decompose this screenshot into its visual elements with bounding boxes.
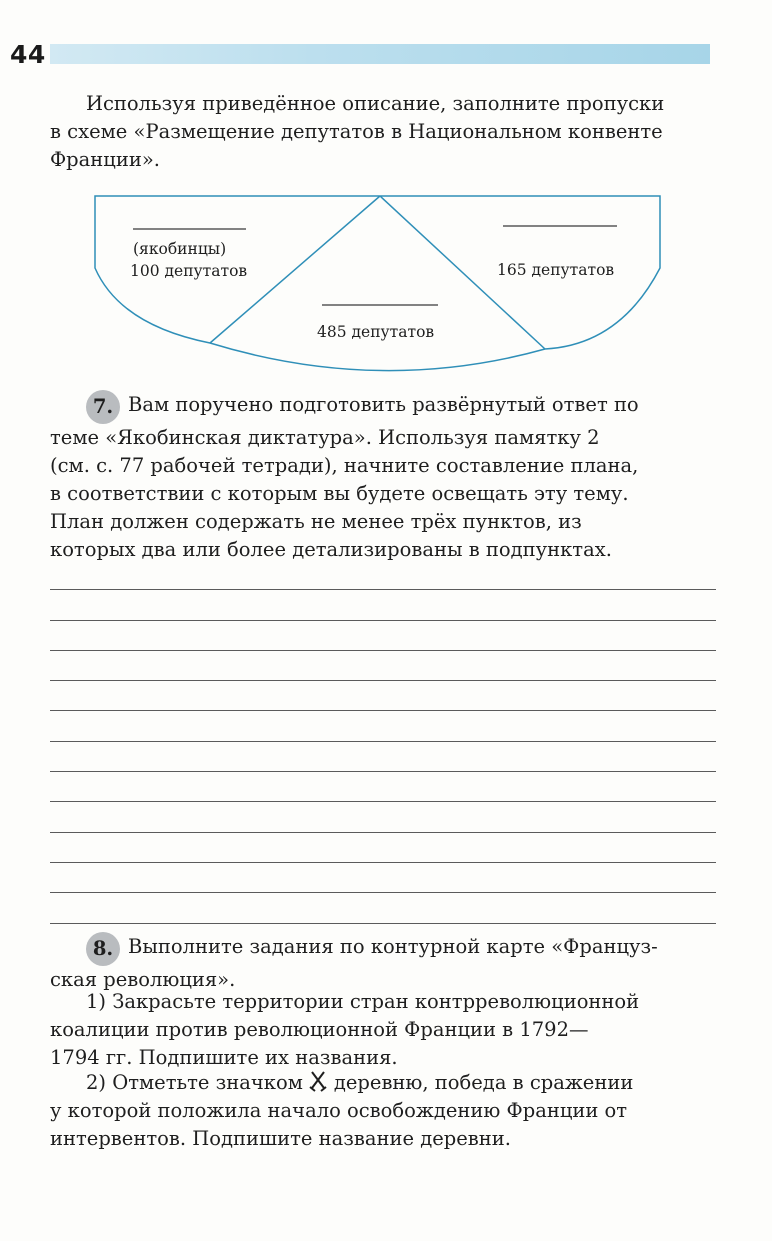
text-line: (см. с. 77 рабочей тетради), начните составление плана, [50, 454, 639, 477]
text-line: в схеме «Размещение депутатов в Национальном конвенте [50, 120, 663, 143]
page-number: 44 [10, 40, 46, 69]
text-line: Франции». [50, 148, 160, 171]
task-8-item-2 [50, 1069, 714, 1153]
text-line: коалиции против революционной Франции в 1792— [50, 1018, 589, 1041]
answer-line[interactable] [50, 893, 716, 923]
text-line: Выполните задания по контурной карте «Француз- [128, 935, 658, 958]
task-number-badge: 8. [86, 932, 120, 966]
crossed-swords-icon [309, 1071, 334, 1094]
right-group-count: 165 депутатов [497, 261, 615, 279]
answer-line[interactable] [50, 772, 716, 802]
text-line: теме «Якобинская диктатура». Используя памятку 2 [50, 426, 600, 449]
task-8 [50, 932, 714, 994]
answer-line[interactable] [50, 621, 716, 651]
answer-line[interactable] [50, 742, 716, 772]
task-7 [50, 390, 714, 564]
answer-area[interactable] [50, 560, 716, 924]
text-line: деревню, победа в сражении [333, 1071, 634, 1094]
left-group-count: 100 депутатов [130, 262, 248, 280]
diagram-outline [95, 196, 660, 371]
text-line: Используя приведённое описание, заполните пропуски [86, 92, 665, 115]
answer-line[interactable] [50, 590, 716, 620]
answer-line[interactable] [50, 802, 716, 832]
text-line: План должен содержать не менее трёх пунктов, из [50, 510, 582, 533]
text-line: в соответствии с которым вы будете освещать эту тему. [50, 482, 629, 505]
answer-line[interactable] [50, 651, 716, 681]
center-group-count: 485 депутатов [317, 323, 435, 341]
task-8-item-1 [50, 988, 714, 1072]
text-line: Вам поручено подготовить развёрнутый ответ по [128, 393, 639, 416]
text-line: 1) Закрасьте территории стран контрреволюционной [86, 990, 640, 1013]
text-line: 2) Отметьте значком [86, 1071, 310, 1094]
answer-line[interactable] [50, 681, 716, 711]
text-line: которых два или более детализированы в подпунктах. [50, 538, 612, 561]
task-number-badge: 7. [86, 390, 120, 424]
left-group-subtitle: (якобинцы) [133, 240, 227, 258]
text-line: ская революция». [50, 968, 236, 991]
answer-line[interactable] [50, 560, 716, 590]
text-line: интервентов. Подпишите название деревни. [50, 1127, 511, 1150]
answer-line[interactable] [50, 711, 716, 741]
text-line: 1794 гг. Подпишите их названия. [50, 1046, 398, 1069]
answer-line[interactable] [50, 863, 716, 893]
text-line: у которой положила начало освобождению Франции от [50, 1099, 628, 1122]
answer-line[interactable] [50, 833, 716, 863]
